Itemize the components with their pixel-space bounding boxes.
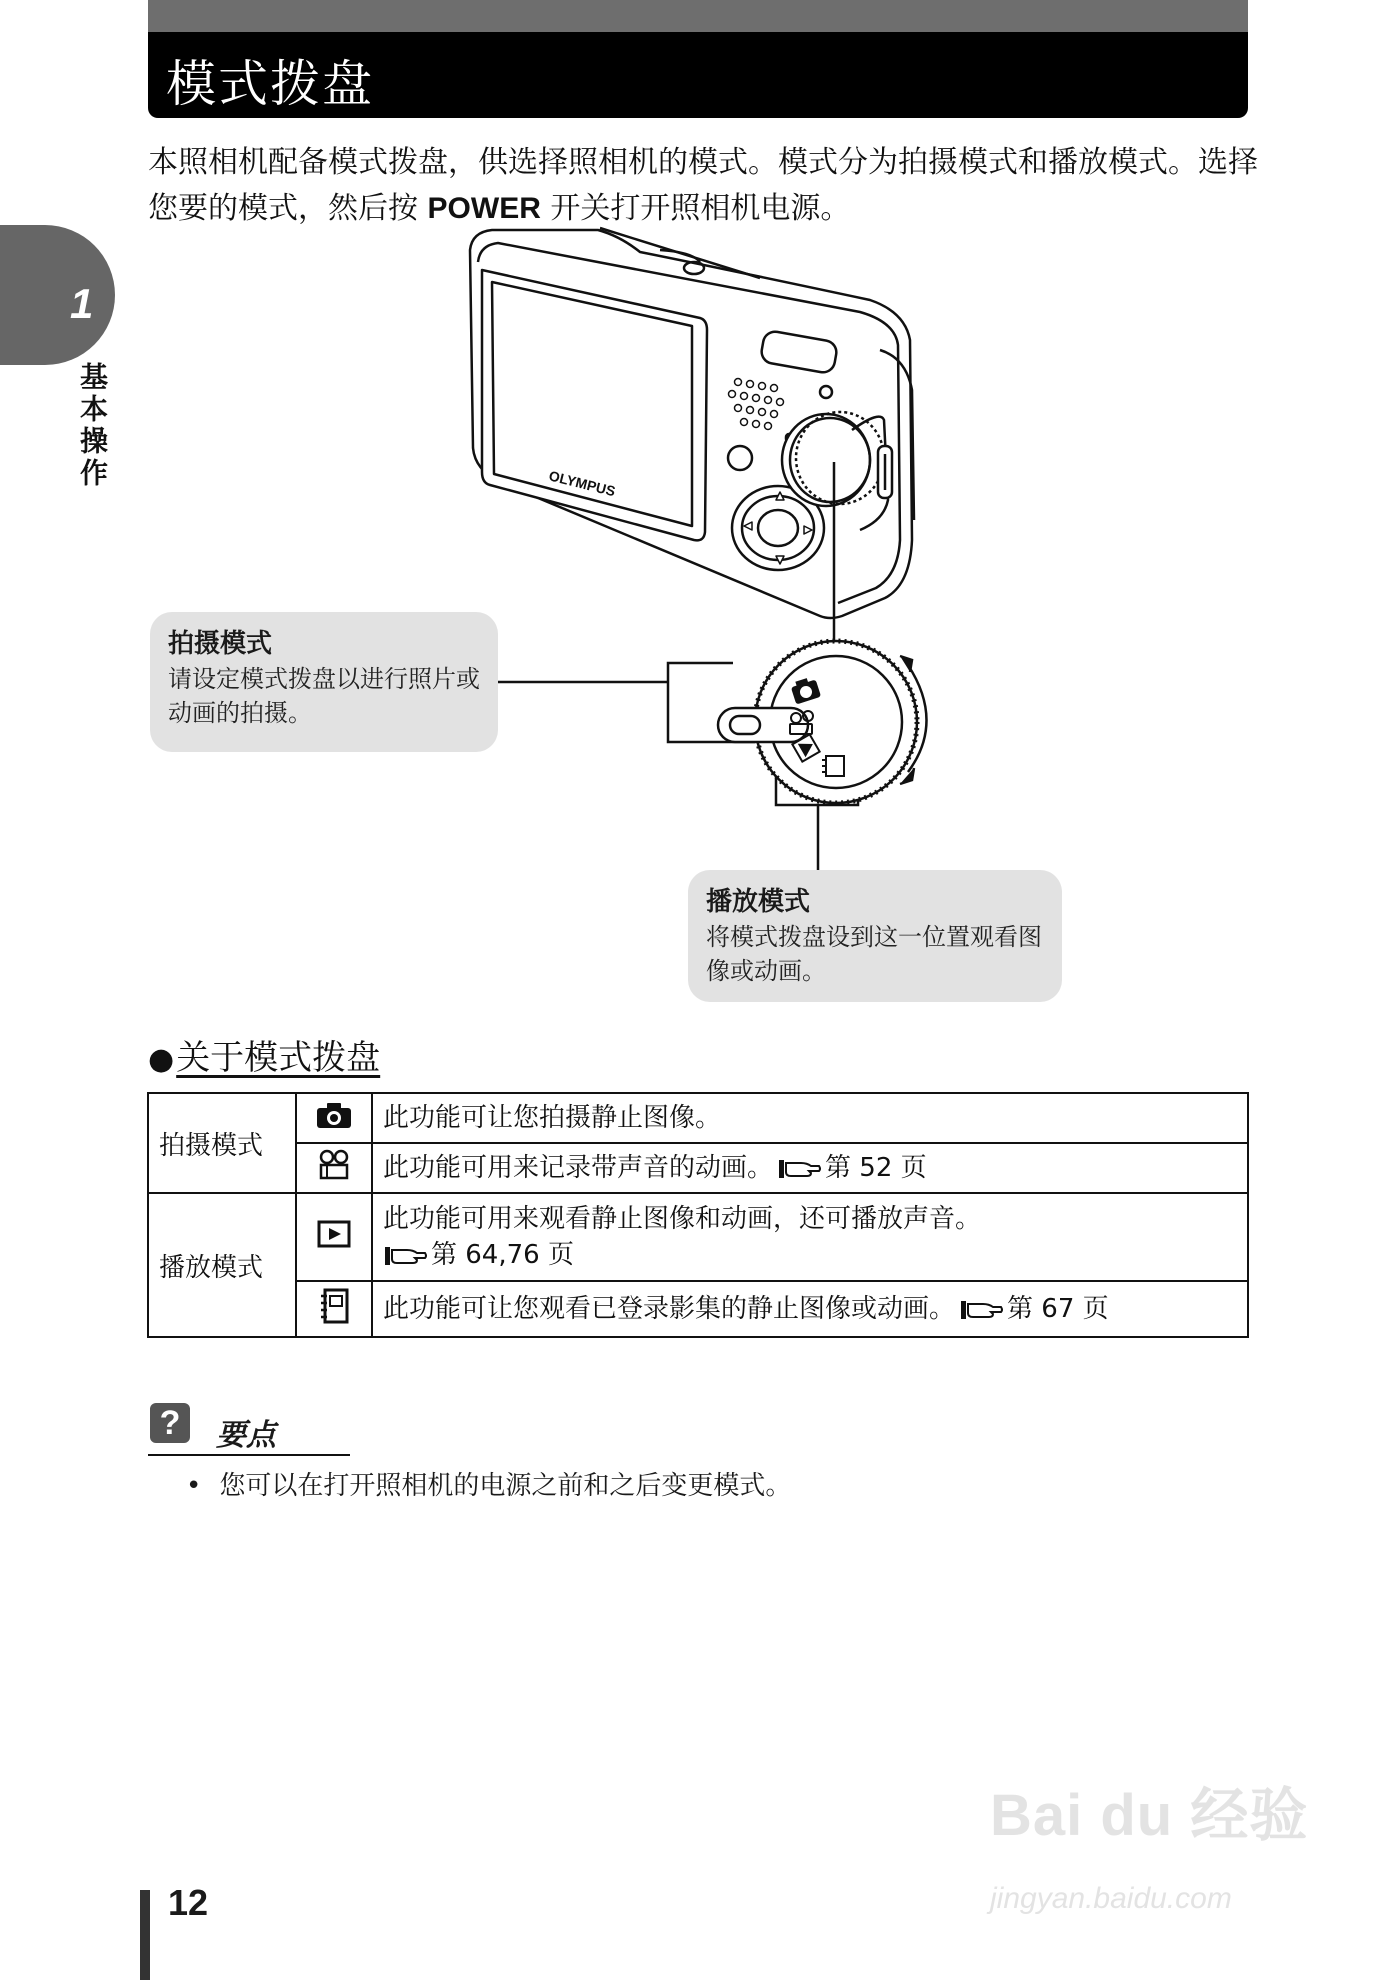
- camera-icon: [296, 1093, 372, 1143]
- group-playback: 播放模式: [148, 1193, 296, 1337]
- tips-title: 要点: [216, 1418, 276, 1453]
- tips-item: • 您可以在打开照相机的电源之前和之后变更模式。: [186, 1471, 792, 1501]
- table-row: [148, 1143, 1248, 1193]
- page-number: 12: [168, 1882, 209, 1923]
- page-title: 模式拨盘: [166, 55, 374, 113]
- table-row: [148, 1193, 1248, 1281]
- tips-divider: [148, 1454, 350, 1456]
- section-heading: [148, 1030, 380, 1079]
- watermark-logo: Bai du 经验: [990, 1783, 1309, 1848]
- page-number-bar: [140, 1890, 150, 1980]
- reference-hand-icon: [777, 1157, 821, 1181]
- chapter-number: 1: [70, 280, 94, 327]
- section-title: 关于模式拨盘: [176, 1038, 381, 1078]
- section-bullet: ●: [148, 1042, 175, 1077]
- row-desc: 此功能可用来记录带声音的动画。 第 52 页: [372, 1143, 1248, 1193]
- album-icon: [296, 1281, 372, 1337]
- reference-hand-icon: [959, 1298, 1003, 1322]
- question-icon: ?: [150, 1403, 190, 1443]
- row-desc: 此功能可让您拍摄静止图像。: [372, 1093, 1248, 1143]
- callout-playback-title: 播放模式: [706, 887, 811, 917]
- power-keyword: POWER: [427, 192, 541, 225]
- group-shooting: 拍摄模式: [148, 1093, 296, 1193]
- movie-icon: [296, 1143, 372, 1193]
- callout-playback-mode: [688, 870, 1062, 1002]
- row-desc: 此功能可让您观看已登录影集的静止图像或动画。 第 67 页: [372, 1281, 1248, 1337]
- callout-playback-body: 将模式拨盘设到这一位置观看图像或动画。: [706, 923, 1042, 985]
- callout-shooting-mode: [150, 612, 498, 752]
- reference-hand-icon: [383, 1244, 427, 1268]
- mode-dial-table: [147, 1092, 1249, 1338]
- watermark-url: jingyan.baidu.com: [990, 1882, 1232, 1915]
- table-row: [148, 1093, 1248, 1143]
- chapter-label: 基本操作: [76, 362, 109, 490]
- table-row: [148, 1281, 1248, 1337]
- intro-text-2: 开关打开照相机电源。: [540, 191, 851, 226]
- playback-icon: [296, 1193, 372, 1281]
- row-desc: 此功能可用来观看静止图像和动画，还可播放声音。 第 64,76 页: [372, 1193, 1248, 1281]
- callout-shooting-title: 拍摄模式: [168, 629, 273, 659]
- intro-text-1: 本照相机配备模式拨盘，供选择照相机的模式。模式分为拍摄模式和播放模式。选择您要的模式，然后按: [148, 145, 1258, 226]
- callout-shooting-body: 请设定模式拨盘以进行照片或动画的拍摄。: [168, 665, 480, 727]
- brand-text: OLYMPUS: [547, 467, 618, 500]
